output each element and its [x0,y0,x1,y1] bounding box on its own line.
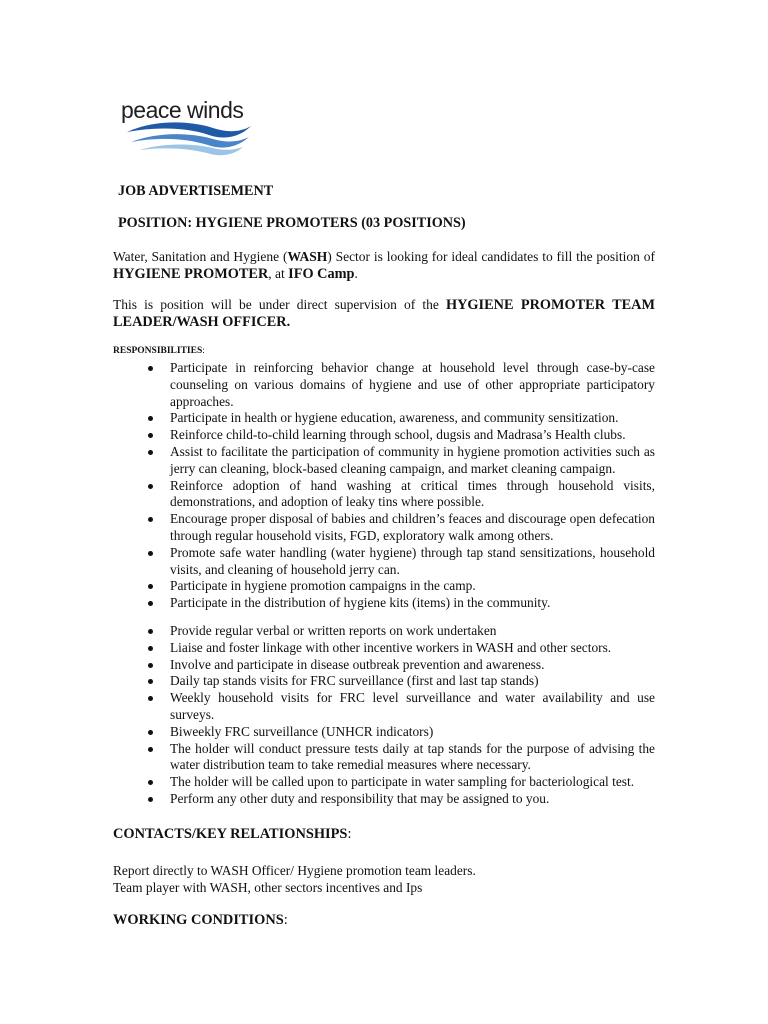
list-item: The holder will be called upon to participate in water sampling for bacteriological test. [145,774,655,791]
responsibilities-heading [113,346,205,356]
logo-text: peace winds [121,97,244,123]
intro-paragraph [113,249,655,282]
contacts-colon: : [347,826,352,842]
list-item: Reinforce child-to-child learning through school, dugsis and Madrasa’s Health clubs. [145,427,655,444]
list-item: Perform any other duty and responsibility that may be assigned to you. [145,791,655,808]
list-item: Involve and participate in disease outbreak prevention and awareness. [145,657,655,674]
job-advertisement-heading: JOB ADVERTISEMENT [118,183,274,199]
peace-winds-logo [113,90,259,162]
list-item: Provide regular verbal or written reports on work undertaken [145,623,655,640]
responsibilities-list-2 [145,623,655,808]
list-item: Biweekly FRC surveillance (UNHCR indicators) [145,724,655,741]
intro-role: HYGIENE PROMOTER [113,265,269,282]
list-item: Promote safe water handling (water hygiene) through tap stand sensitizations, household visits, and cleaning of household jerry can. [145,545,655,579]
list-item: Liaise and foster linkage with other incentive workers in WASH and other sectors. [145,640,655,657]
responsibilities-list-1 [145,360,655,612]
responsibilities-heading-text: RESPONSIBILITIES [113,346,203,356]
contacts-line-1: Report directly to WASH Officer/ Hygiene promotion team leaders. [113,863,476,878]
responsibilities-colon: : [202,346,205,356]
supervision-paragraph [113,297,655,330]
list-item: Weekly household visits for FRC level surveillance and water availability and use surveys. [145,690,655,724]
position-heading: POSITION: HYGIENE PROMOTERS (03 POSITIONS) [118,215,466,231]
supervision-bold: HYGIENE PROMOTER TEAM LEADER/WASH OFFICER. [113,297,655,330]
intro-text-1: Water, Sanitation and Hygiene ( [113,249,288,264]
intro-wash: WASH [287,249,328,264]
working-heading-text: WORKING CONDITIONS [113,912,284,928]
intro-text-4: . [354,265,358,281]
contacts-line-2: Team player with WASH, other sectors incentives and Ips [113,879,423,895]
working-colon: : [283,912,288,928]
list-item: Participate in the distribution of hygiene kits (items) in the community. [145,595,655,612]
list-item: Assist to facilitate the participation of community in hygiene promotion activities such as jerry can cleaning, block-based cleaning campaign, and market cleaning campaign. [145,444,655,478]
intro-text-3: , at [268,265,289,281]
list-item: Reinforce adoption of hand washing at critical times through household visits, demonstrations, and adoption of leaky tins where possible. [145,478,655,512]
list-item: The holder will conduct pressure tests daily at tap stands for the purpose of advising the water distribution team to take remedial measures where necessary. [145,741,655,775]
intro-text-2: ) Sector is looking for ideal candidates to fill the position of [327,249,655,264]
list-item: Participate in health or hygiene education, awareness, and community sensitization. [145,410,655,427]
list-item: Participate in hygiene promotion campaigns in the camp. [145,578,655,595]
intro-camp: IFO Camp [288,265,355,282]
contacts-heading [113,826,351,843]
working-conditions-heading [113,912,288,929]
list-item: Participate in reinforcing behavior change at household level through case-by-case counseling on various domains of hygiene and use of other appropriate participatory approaches. [145,360,655,410]
supervision-text: This is position will be under direct supervision of the [113,297,446,312]
list-item: Daily tap stands visits for FRC surveillance (first and last tap stands) [145,673,655,690]
contacts-body [113,863,476,896]
contacts-heading-text: CONTACTS/KEY RELATIONSHIPS [113,826,348,842]
list-item: Encourage proper disposal of babies and children’s feaces and discourage open defecation through regular household visits, FGD, exploratory walk among others. [145,511,655,545]
